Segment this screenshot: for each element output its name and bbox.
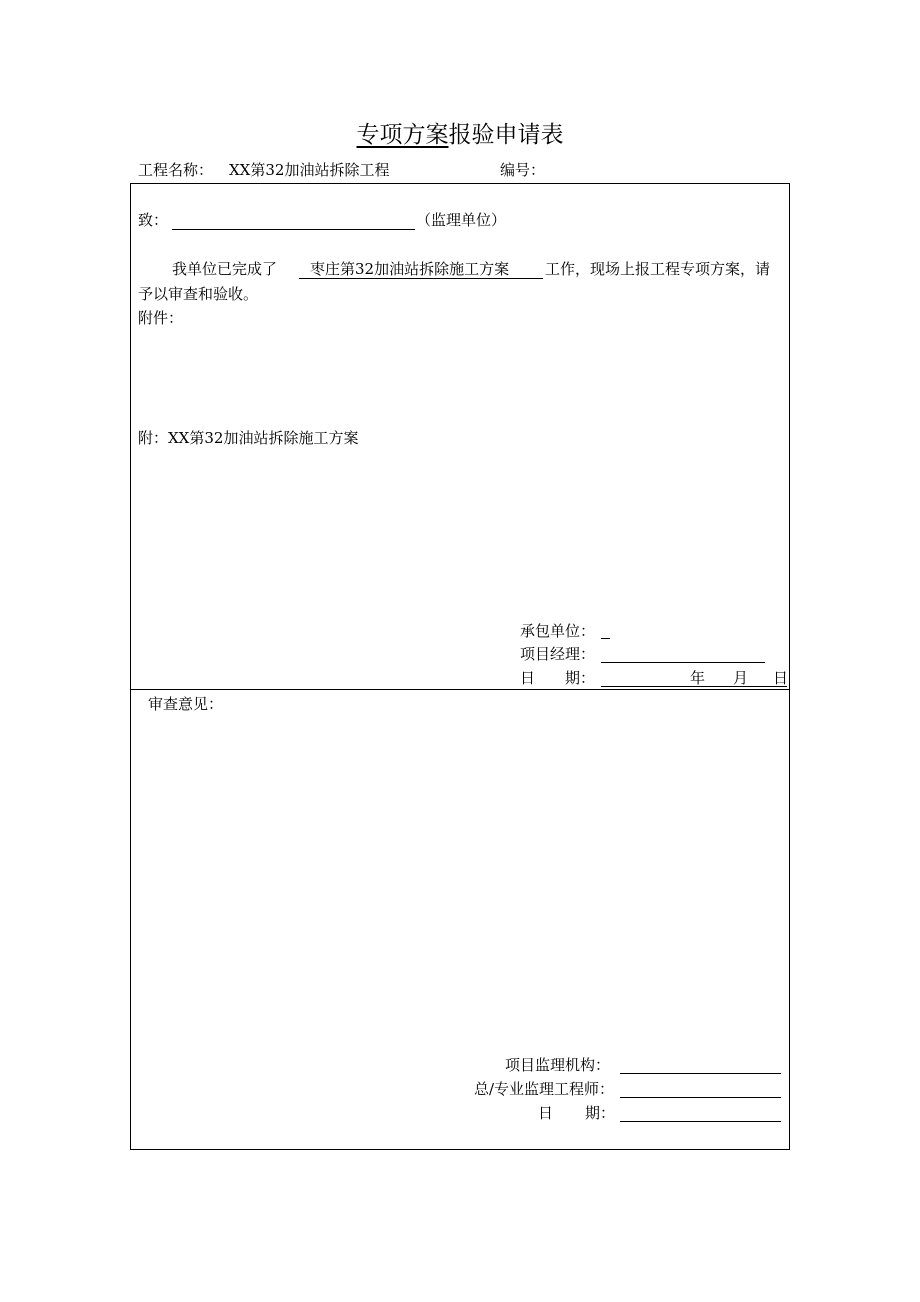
date-label-2: 期： bbox=[565, 669, 596, 687]
attachments-label: 附件： bbox=[138, 309, 184, 327]
chief-engineer-blank[interactable] bbox=[620, 1082, 781, 1098]
to-label: 致： bbox=[138, 211, 169, 229]
year-label: 年 bbox=[690, 669, 706, 687]
contractor-blank[interactable] bbox=[601, 624, 610, 639]
date-label-1: 日 bbox=[520, 669, 536, 687]
contractor-label: 承包单位： bbox=[520, 622, 596, 640]
review-date-label-1: 日 bbox=[538, 1104, 554, 1122]
project-label: 工程名称： bbox=[138, 161, 214, 179]
number-label: 编号： bbox=[500, 161, 546, 179]
supervision-org-label: 项目监理机构： bbox=[505, 1056, 611, 1074]
supervisor-unit-blank[interactable] bbox=[172, 213, 415, 230]
project-name: XX第32加油站拆除工程 bbox=[229, 161, 390, 179]
form-frame bbox=[130, 183, 790, 1150]
document-title bbox=[0, 124, 920, 147]
review-date-label-2: 期： bbox=[585, 1104, 616, 1122]
attachment-item: 附：XX第32加油站拆除施工方案 bbox=[138, 429, 359, 447]
section-divider bbox=[130, 689, 790, 690]
supervision-org-blank[interactable] bbox=[620, 1058, 781, 1074]
review-date-blank[interactable] bbox=[620, 1106, 781, 1122]
body-suffix: 工作，现场上报工程专项方案，请 bbox=[545, 260, 771, 278]
review-label: 审查意见： bbox=[148, 695, 224, 713]
chief-engineer-label: 总/专业监理工程师： bbox=[474, 1080, 615, 1098]
title-rest: 报验申请表 bbox=[448, 122, 564, 148]
title-underlined: 专项方案 bbox=[356, 122, 449, 148]
month-label: 月 bbox=[733, 669, 749, 687]
body-line-2: 予以审查和验收。 bbox=[138, 285, 259, 303]
pm-label: 项目经理： bbox=[520, 645, 596, 663]
body-task: 枣庄第32加油站拆除施工方案 bbox=[310, 260, 510, 278]
day-label: 日 bbox=[773, 669, 789, 687]
body-prefix: 我单位已完成了 bbox=[172, 260, 278, 278]
pm-blank[interactable] bbox=[601, 647, 765, 663]
supervisor-unit-label: （监理单位） bbox=[416, 211, 507, 229]
